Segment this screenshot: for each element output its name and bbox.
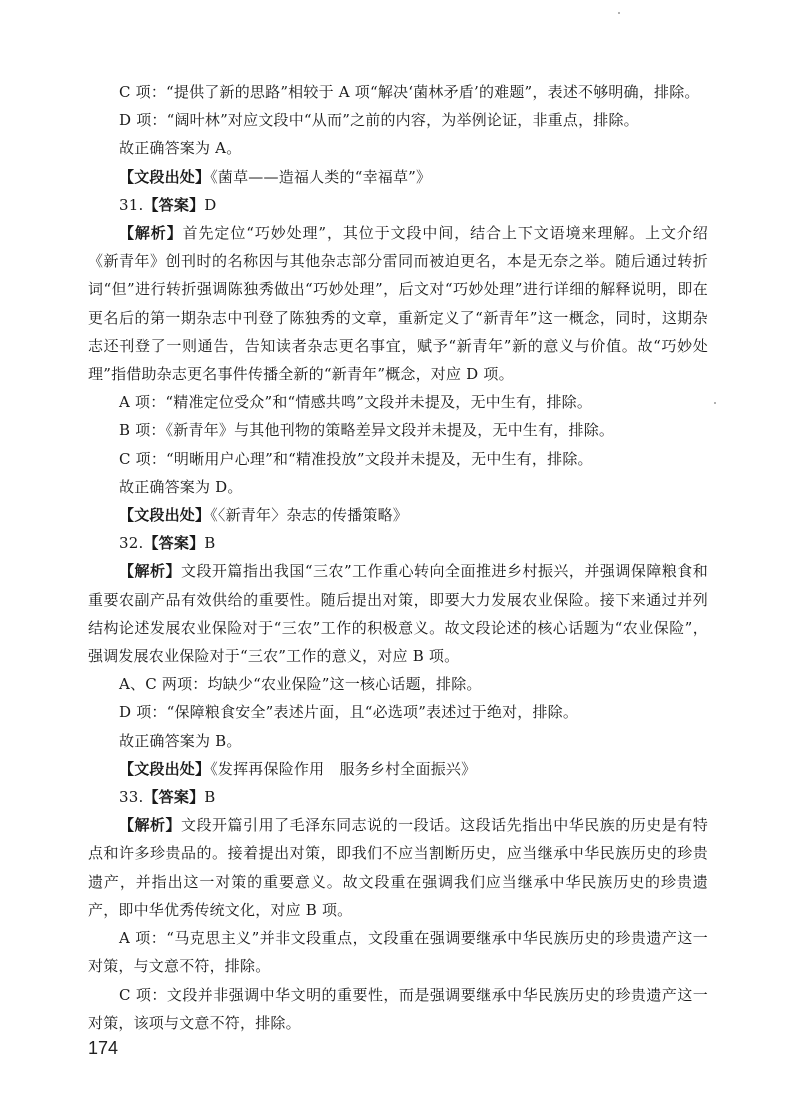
paragraph-correct-31: 故正确答案为 D。 [119, 477, 243, 496]
source-tag: 【文段出处】 [119, 506, 211, 525]
paragraph-source-31 [88, 501, 708, 529]
paragraph-c-option-31: C 项：“明晰用户心理”和“精准投放”文段并未提及，无中生有，排除。 [119, 449, 593, 468]
scan-speck [714, 402, 716, 404]
paragraph-answer-31 [88, 191, 708, 219]
analysis-text: 首先定位“巧妙处理”，其位于文段中间，结合上下文语境来理解。上文介绍《新青年》创刊时的名称因与其他杂志部分雷同而被迫更名，本是无奈之举。随后通过转折词“但”进行转折强调陈独秀做出“巧妙处理”，后文对“巧妙处理”进行详细的解释说明，即在更名后的第一期杂志中刊登了陈独秀的文章，重新定义了“新青年”这一概念，同时，这期杂志还刊登了一则通告，告知读者杂志更名事宜，赋予“新青年”新的意义与价值。故“巧妙处理”指借助杂志更名事件传播全新的“新青年”概念，对应 D 项。 [88, 224, 708, 384]
source-text: 《〈新青年〉杂志的传播策略》 [210, 506, 409, 525]
analysis-tag: 【解析】 [119, 816, 182, 835]
answer-letter: B [204, 534, 216, 553]
paragraph-source-32 [88, 755, 708, 783]
analysis-text: 文段开篇引用了毛泽东同志说的一段话。这段话先指出中华民族的历史是有特点和许多珍贵品的。接着提出对策，即我们不应当割断历史，应当继承中华民族历史的珍贵遗产，并指出这一对策的重要意义。故文段重在强调我们应当继承中华民族历史的珍贵遗产，即中华优秀传统文化，对应 B 项。 [88, 816, 708, 919]
paragraph-a-option-31: A 项：“精准定位受众”和“情感共鸣”文段并未提及，无中生有，排除。 [119, 393, 593, 412]
paragraph-answer-a: 故正确答案为 A。 [119, 139, 242, 158]
page-number: 174 [88, 1038, 119, 1058]
paragraph-source-30 [88, 163, 708, 191]
source-text: 《发挥再保险作用 服务乡村全面振兴》 [210, 759, 477, 778]
paragraph-d-option-32: D 项：“保障粮食安全”表述片面，且“必选项”表述过于绝对，排除。 [119, 703, 579, 722]
answer-tag: 【答案】 [143, 788, 205, 807]
paragraph-a-option-33: A 项：“马克思主义”并非文段重点，文段重在强调要继承中华民族历史的珍贵遗产这一对策，与文意不符，排除。 [88, 929, 708, 976]
paragraph-c-option-33: C 项：文段并非强调中华文明的重要性，而是强调要继承中华民族历史的珍贵遗产这一对策，该项与文意不符，排除。 [88, 985, 708, 1032]
paragraph-c-option: C 项：“提供了新的思路”相较于 A 项“解决‘菌林矛盾’的难题”，表述不够明确，排除。 [119, 83, 700, 101]
source-tag: 【文段出处】 [119, 167, 211, 186]
paragraph-ac-option-32: A、C 两项：均缺少“农业保险”这一核心话题，排除。 [119, 675, 482, 694]
source-tag: 【文段出处】 [119, 759, 211, 778]
analysis-tag: 【解析】 [119, 224, 183, 243]
analysis-tag: 【解析】 [119, 562, 181, 581]
answer-tag: 【答案】 [143, 534, 205, 553]
paragraph-d-option: D 项：“阔叶林”对应文段中“从而”之前的内容，为举例论证，非重点，排除。 [119, 111, 639, 130]
question-number: 31. [119, 195, 144, 214]
paragraph-analysis-32 [88, 557, 708, 670]
paragraph-answer-32 [88, 529, 708, 557]
source-text: 《菌草——造福人类的“幸福草”》 [210, 167, 432, 186]
paragraph-analysis-33 [88, 811, 708, 924]
answer-letter: B [204, 788, 216, 807]
paragraph-correct-32: 故正确答案为 B。 [119, 731, 242, 750]
answer-tag: 【答案】 [143, 195, 205, 214]
question-number: 33. [119, 788, 144, 807]
paragraph-analysis-31 [88, 219, 708, 388]
paragraph-answer-33 [88, 783, 708, 811]
paragraph-b-option-31: B 项：《新青年》与其他刊物的策略差异文段并未提及，无中生有，排除。 [119, 421, 615, 440]
answer-letter: D [204, 195, 217, 214]
document-body [88, 78, 708, 1037]
analysis-text: 文段开篇指出我国“三农”工作重心转向全面推进乡村振兴，并强调保障粮食和重要农副产品有效供给的重要性。随后提出对策，即要大力发展农业保险。接下来通过并列结构论述发展农业保险对于“三农”工作的积极意义。故文段论述的核心话题为“农业保险”，强调发展农业保险对于“三农”工作的意义，对应 B 项。 [88, 562, 708, 666]
question-number: 32. [119, 534, 144, 553]
scan-speck [618, 12, 620, 14]
